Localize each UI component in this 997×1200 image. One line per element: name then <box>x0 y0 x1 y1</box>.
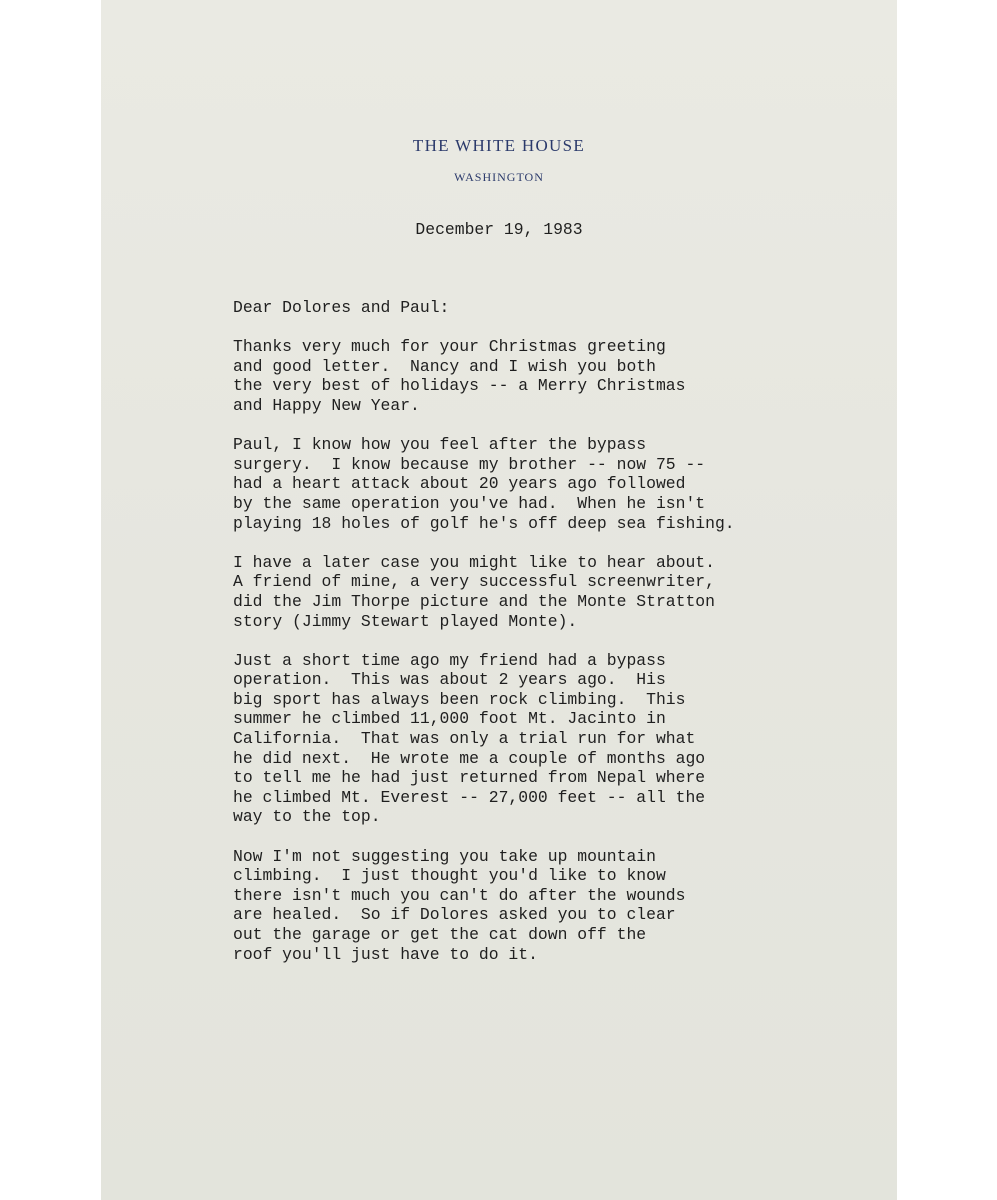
body-line: Just a short time ago my friend had a bypass <box>233 650 666 670</box>
body-line: big sport has always been rock climbing. This <box>233 689 686 709</box>
paragraph-1 <box>233 337 833 415</box>
body-line: story (Jimmy Stewart played Monte). <box>233 611 578 631</box>
paragraph-4 <box>233 651 833 827</box>
body-line: the very best of holidays -- a Merry Christmas <box>233 376 686 396</box>
body-line: and Happy New Year. <box>233 395 420 415</box>
body-line: out the garage or get the cat down off the <box>233 925 647 944</box>
body-line: by the same operation you've had. When he isn't <box>233 493 706 513</box>
letterhead-subtitle: WASHINGTON <box>454 170 544 184</box>
body-line: A friend of mine, a very successful screenwriter, <box>233 572 715 592</box>
body-line: California. That was only a trial run for what <box>233 729 696 749</box>
body-line: climbing. I just thought you'd like to know <box>233 866 666 886</box>
body-line: way to the top. <box>233 807 381 827</box>
body-line: playing 18 holes of golf he's off deep sea fishing. <box>233 513 735 533</box>
body-line: I have a later case you might like to hear about. <box>233 552 715 572</box>
body-line: to tell me he had just returned from Nepal where <box>233 768 706 788</box>
body-line: operation. This was about 2 years ago. His <box>233 670 666 690</box>
paragraph-2 <box>233 435 833 533</box>
letterhead-title: THE WHITE HOUSE <box>412 136 586 155</box>
letter-body <box>233 298 833 984</box>
letter-page <box>101 0 897 1200</box>
body-line: and good letter. Nancy and I wish you both <box>233 356 656 376</box>
paragraph-5 <box>233 847 833 965</box>
body-line: he did next. He wrote me a couple of months ago <box>233 748 706 768</box>
body-line: Paul, I know how you feel after the bypass <box>233 435 647 455</box>
body-line: did the Jim Thorpe picture and the Monte Stratton <box>233 591 715 611</box>
paragraph-3 <box>233 553 833 631</box>
body-line: summer he climbed 11,000 foot Mt. Jacinto in <box>233 709 666 729</box>
body-line: roof you'll just have to do it. <box>233 944 538 964</box>
salutation: Dear Dolores and Paul: <box>233 298 450 317</box>
body-line: surgery. I know because my brother -- now 75 -- <box>233 454 706 474</box>
body-line: Thanks very much for your Christmas greeting <box>233 337 666 357</box>
body-line: Now I'm not suggesting you take up mountain <box>233 846 656 866</box>
letter-date: December 19, 1983 <box>415 220 583 239</box>
body-line: are healed. So if Dolores asked you to clear <box>233 905 676 925</box>
body-line: had a heart attack about 20 years ago followed <box>233 474 686 494</box>
body-line: there isn't much you can't do after the wounds <box>233 885 686 905</box>
body-line: he climbed Mt. Everest -- 27,000 feet -- all the <box>233 787 706 807</box>
